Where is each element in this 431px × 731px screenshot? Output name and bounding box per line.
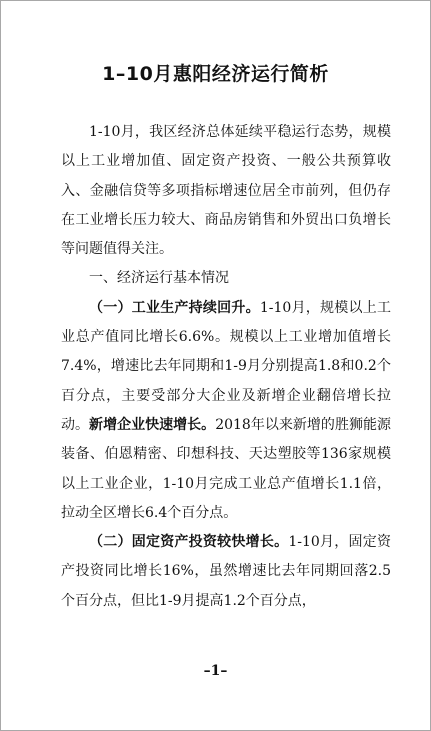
new-enterprise-text: 2018年以来新增的胜狮能源装备、伯恩精密、印想科技、天达塑胶等136家规模以上工业企业，1-10月完成工业总产值增长1.1倍，拉动全区增长6.4个百分点。 — [61, 416, 392, 521]
new-enterprise-lead: 新增企业快速增长。 — [89, 416, 216, 433]
investment-lead: （二）固定资产投资较快增长。 — [89, 534, 289, 551]
industry-text: 1-10月，规模以上工业总产值同比增长6.6%。规模以上工业增加值增长7.4%，增速比去年同期和1-9月分别提高1.8和0.2个百分点，主要受部分大企业及新增企业翻倍增长拉动。 — [61, 299, 392, 433]
intro-paragraph: 1-10月，我区经济总体延续平稳运行态势，规模以上工业增加值、固定资产投资、一般公共预算收入、金融信贷等多项指标增速位居全市前列，但仍存在工业增长压力较大、商品房销售和外贸出口负增长等问题值得关注。 — [61, 124, 391, 258]
section-heading: 一、经济运行基本情况 — [89, 270, 229, 287]
industry-paragraph — [61, 294, 391, 528]
page-number: –1– — [203, 663, 228, 679]
industry-lead: （一）工业生产持续回升。 — [89, 299, 260, 316]
document-body — [61, 118, 391, 616]
document-title: 1–10月惠阳经济运行简析 — [102, 63, 329, 85]
investment-text: 1-10月，固定资产投资同比增长16%，虽然增速比去年同期回落2.5个百分点，但比1-9月提高1.2个百分点， — [61, 534, 392, 609]
investment-paragraph — [61, 528, 391, 616]
